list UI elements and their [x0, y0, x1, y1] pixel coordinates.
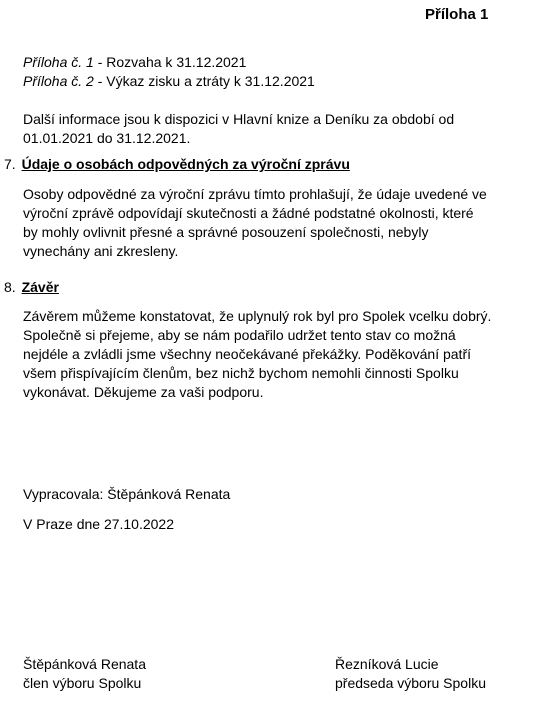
place-date: V Praze dne 27.10.2022 — [23, 516, 175, 532]
section-title: Závěr — [21, 279, 59, 295]
body-line: vynechány ani zkresleny. — [23, 243, 179, 259]
body-line: Společně si přejeme, aby se nám podařilo udržet tento stav co možná — [23, 327, 456, 343]
attachment-item-1: Příloha č. 1 - Rozvaha k 31.12.2021 — [23, 54, 247, 70]
body-line: všem přispívajícím členům, bez nichž bychom nemohli činnosti Spolku — [23, 365, 459, 381]
attachment-desc: Rozvaha k 31.12.2021 — [106, 54, 247, 70]
section-number: 8. — [4, 279, 16, 295]
body-line: vykonávat. Děkujeme za vaši podporu. — [23, 384, 264, 400]
body-line: Osoby odpovědné za výroční zprávu tímto prohlašují, že údaje uvedené ve — [23, 186, 487, 202]
body-line: výroční zprávě odpovídají skutečnosti a žádné podstatné okolnosti, které — [23, 205, 474, 221]
section-8-body — [23, 307, 491, 402]
prepared-by: Vypracovala: Štěpánková Renata — [23, 486, 231, 502]
attachment-ref: Příloha č. 1 — [23, 54, 94, 70]
signatory-name: Štěpánková Renata — [23, 656, 146, 672]
section-7-body — [23, 185, 487, 261]
signature-left — [23, 655, 146, 693]
body-line: by mohly ovlivnit přesné a správné posouzení společnosti, nebyly — [23, 224, 429, 240]
signatory-role: člen výboru Spolku — [23, 675, 142, 691]
signatory-name: Řezníková Lucie — [335, 656, 439, 672]
signatory-role: předseda výboru Spolku — [335, 675, 486, 691]
body-line: Závěrem můžeme konstatovat, že uplynulý rok byl pro Spolek vcelku dobrý. — [23, 308, 492, 324]
section-8-heading — [4, 279, 59, 295]
signature-right — [335, 655, 486, 693]
attachment-desc: Výkaz zisku a ztráty k 31.12.2021 — [106, 73, 315, 89]
info-line: Další informace jsou k dispozici v Hlavní knize a Deníku za období od — [23, 111, 455, 127]
attachment-ref: Příloha č. 2 — [23, 73, 94, 89]
section-7-heading — [4, 156, 350, 172]
info-line: 01.01.2021 do 31.12.2021. — [23, 130, 191, 146]
attachments-list — [23, 53, 315, 91]
info-paragraph — [23, 110, 454, 148]
attachment-item-2: Příloha č. 2 - Výkaz zisku a ztráty k 31.12.2021 — [23, 73, 315, 89]
section-title: Údaje o osobách odpovědných za výroční zprávu — [21, 156, 350, 172]
appendix-label: Příloha 1 — [425, 6, 489, 23]
section-number: 7. — [4, 156, 16, 172]
body-line: nejdéle a zvládli jsme všechny neočekávané překážky. Poděkování patří — [23, 346, 471, 362]
